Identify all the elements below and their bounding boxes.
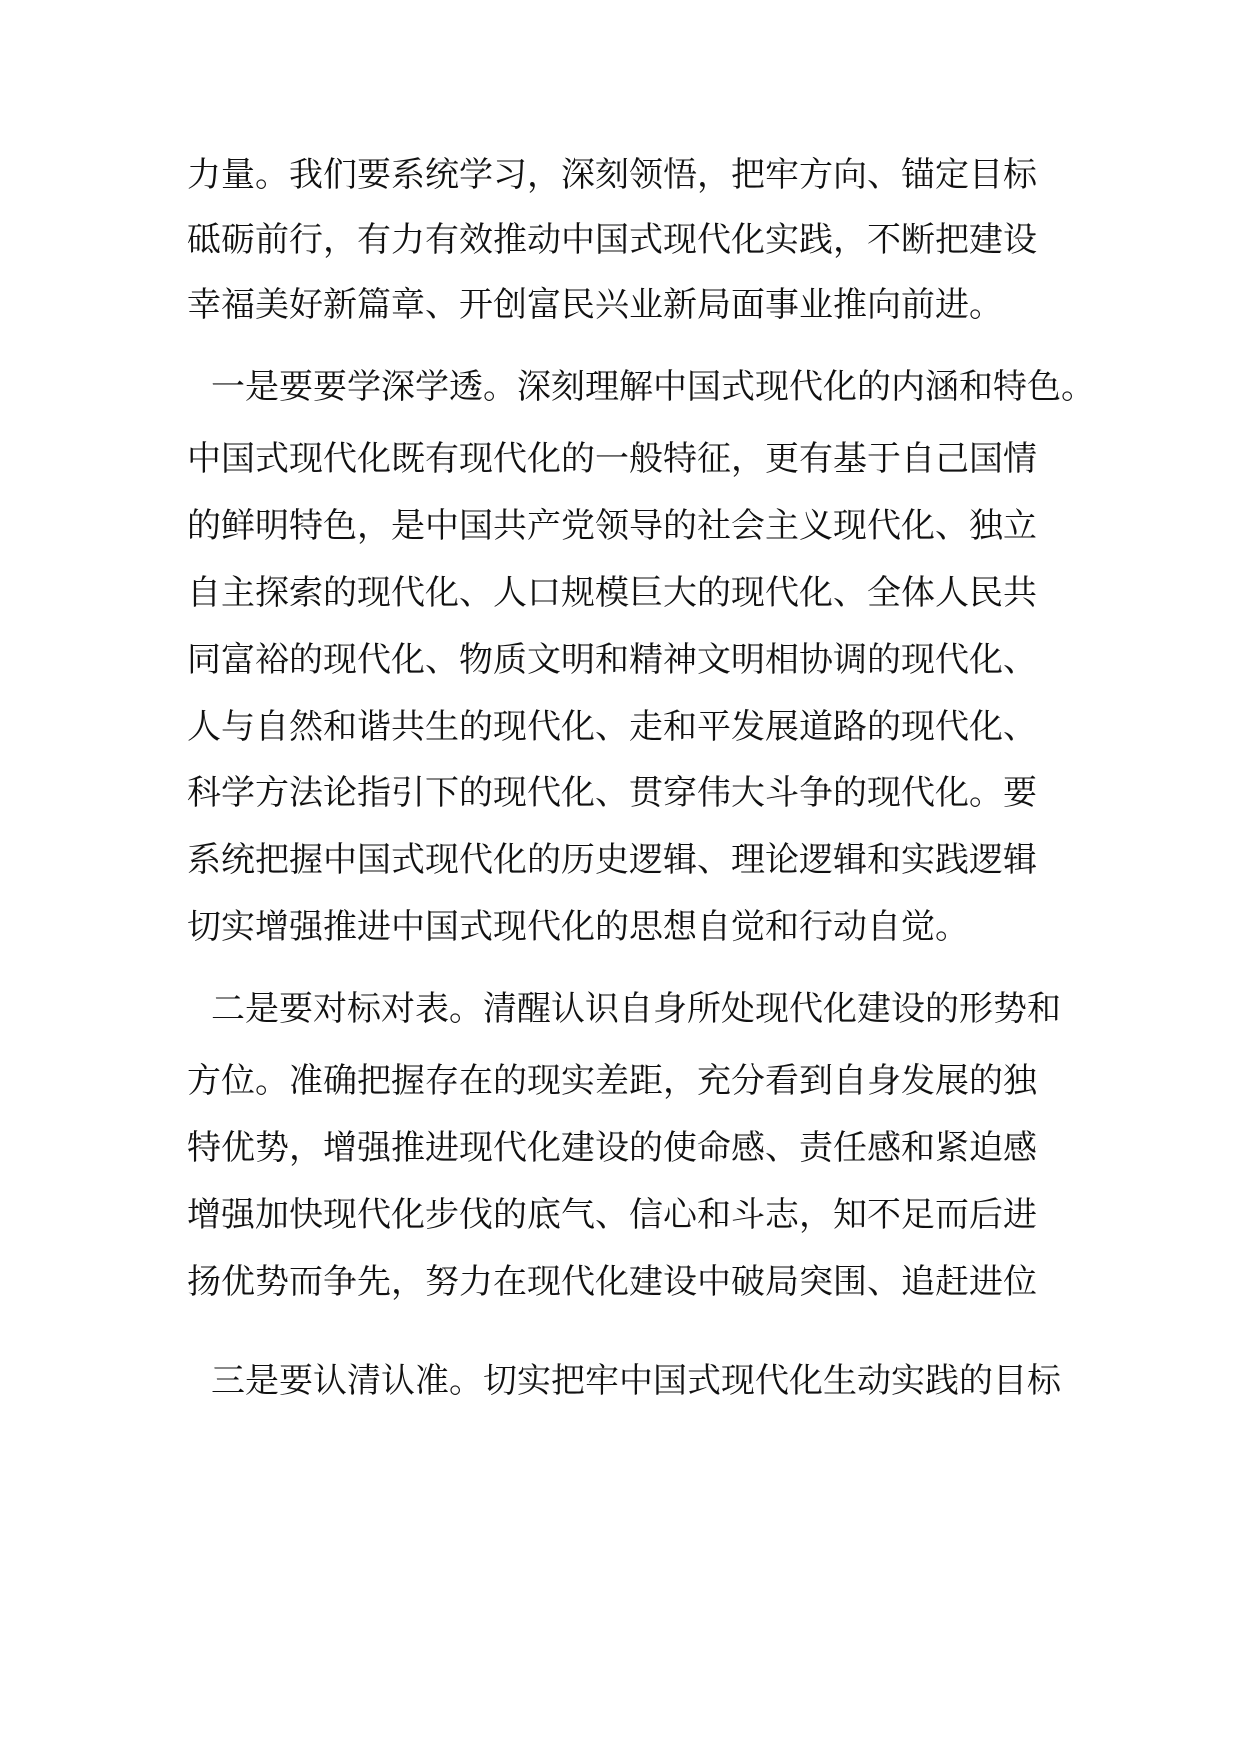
text-line: 幸福美好新篇章、开创富民兴业新局面事业推向前进。 [187, 285, 1003, 325]
text-line: 扬优势而争先，努力在现代化建设中破局突围、追赶进位 [187, 1262, 1037, 1302]
text-line: 力量。我们要系统学习，深刻领悟，把牢方向、锚定目标 [187, 155, 1037, 195]
text-line: 增强加快现代化步伐的底气、信心和斗志，知不足而后进 [187, 1195, 1037, 1235]
text-line: 方位。准确把握存在的现实差距，充分看到自身发展的独 [187, 1061, 1037, 1101]
text-line: 系统把握中国式现代化的历史逻辑、理论逻辑和实践逻辑 [187, 840, 1037, 880]
text-line: 中国式现代化既有现代化的一般特征，更有基于自己国情 [187, 439, 1037, 479]
text-line: 自主探索的现代化、人口规模巨大的现代化、全体人民共 [187, 573, 1037, 613]
text-line: 人与自然和谐共生的现代化、走和平发展道路的现代化、 [187, 707, 1037, 747]
text-line: 特优势，增强推进现代化建设的使命感、责任感和紧迫感 [187, 1128, 1037, 1168]
text-line: 砥砺前行，有力有效推动中国式现代化实践，不断把建设 [187, 220, 1037, 260]
paragraph-3-first-line: 三是要认清认准。切实把牢中国式现代化生动实践的目标 [211, 1361, 1061, 1401]
paragraph-2-first-line: 二是要对标对表。清醒认识自身所处现代化建设的形势和 [211, 989, 1061, 1029]
paragraph-1-first-line: 一是要要学深学透。深刻理解中国式现代化的内涵和特色。 [211, 367, 1095, 407]
text-line: 科学方法论指引下的现代化、贯穿伟大斗争的现代化。要 [187, 773, 1037, 813]
text-line: 的鲜明特色，是中国共产党领导的社会主义现代化、独立 [187, 506, 1037, 546]
text-line: 切实增强推进中国式现代化的思想自觉和行动自觉。 [187, 907, 969, 947]
text-line: 同富裕的现代化、物质文明和精神文明相协调的现代化、 [187, 640, 1037, 680]
